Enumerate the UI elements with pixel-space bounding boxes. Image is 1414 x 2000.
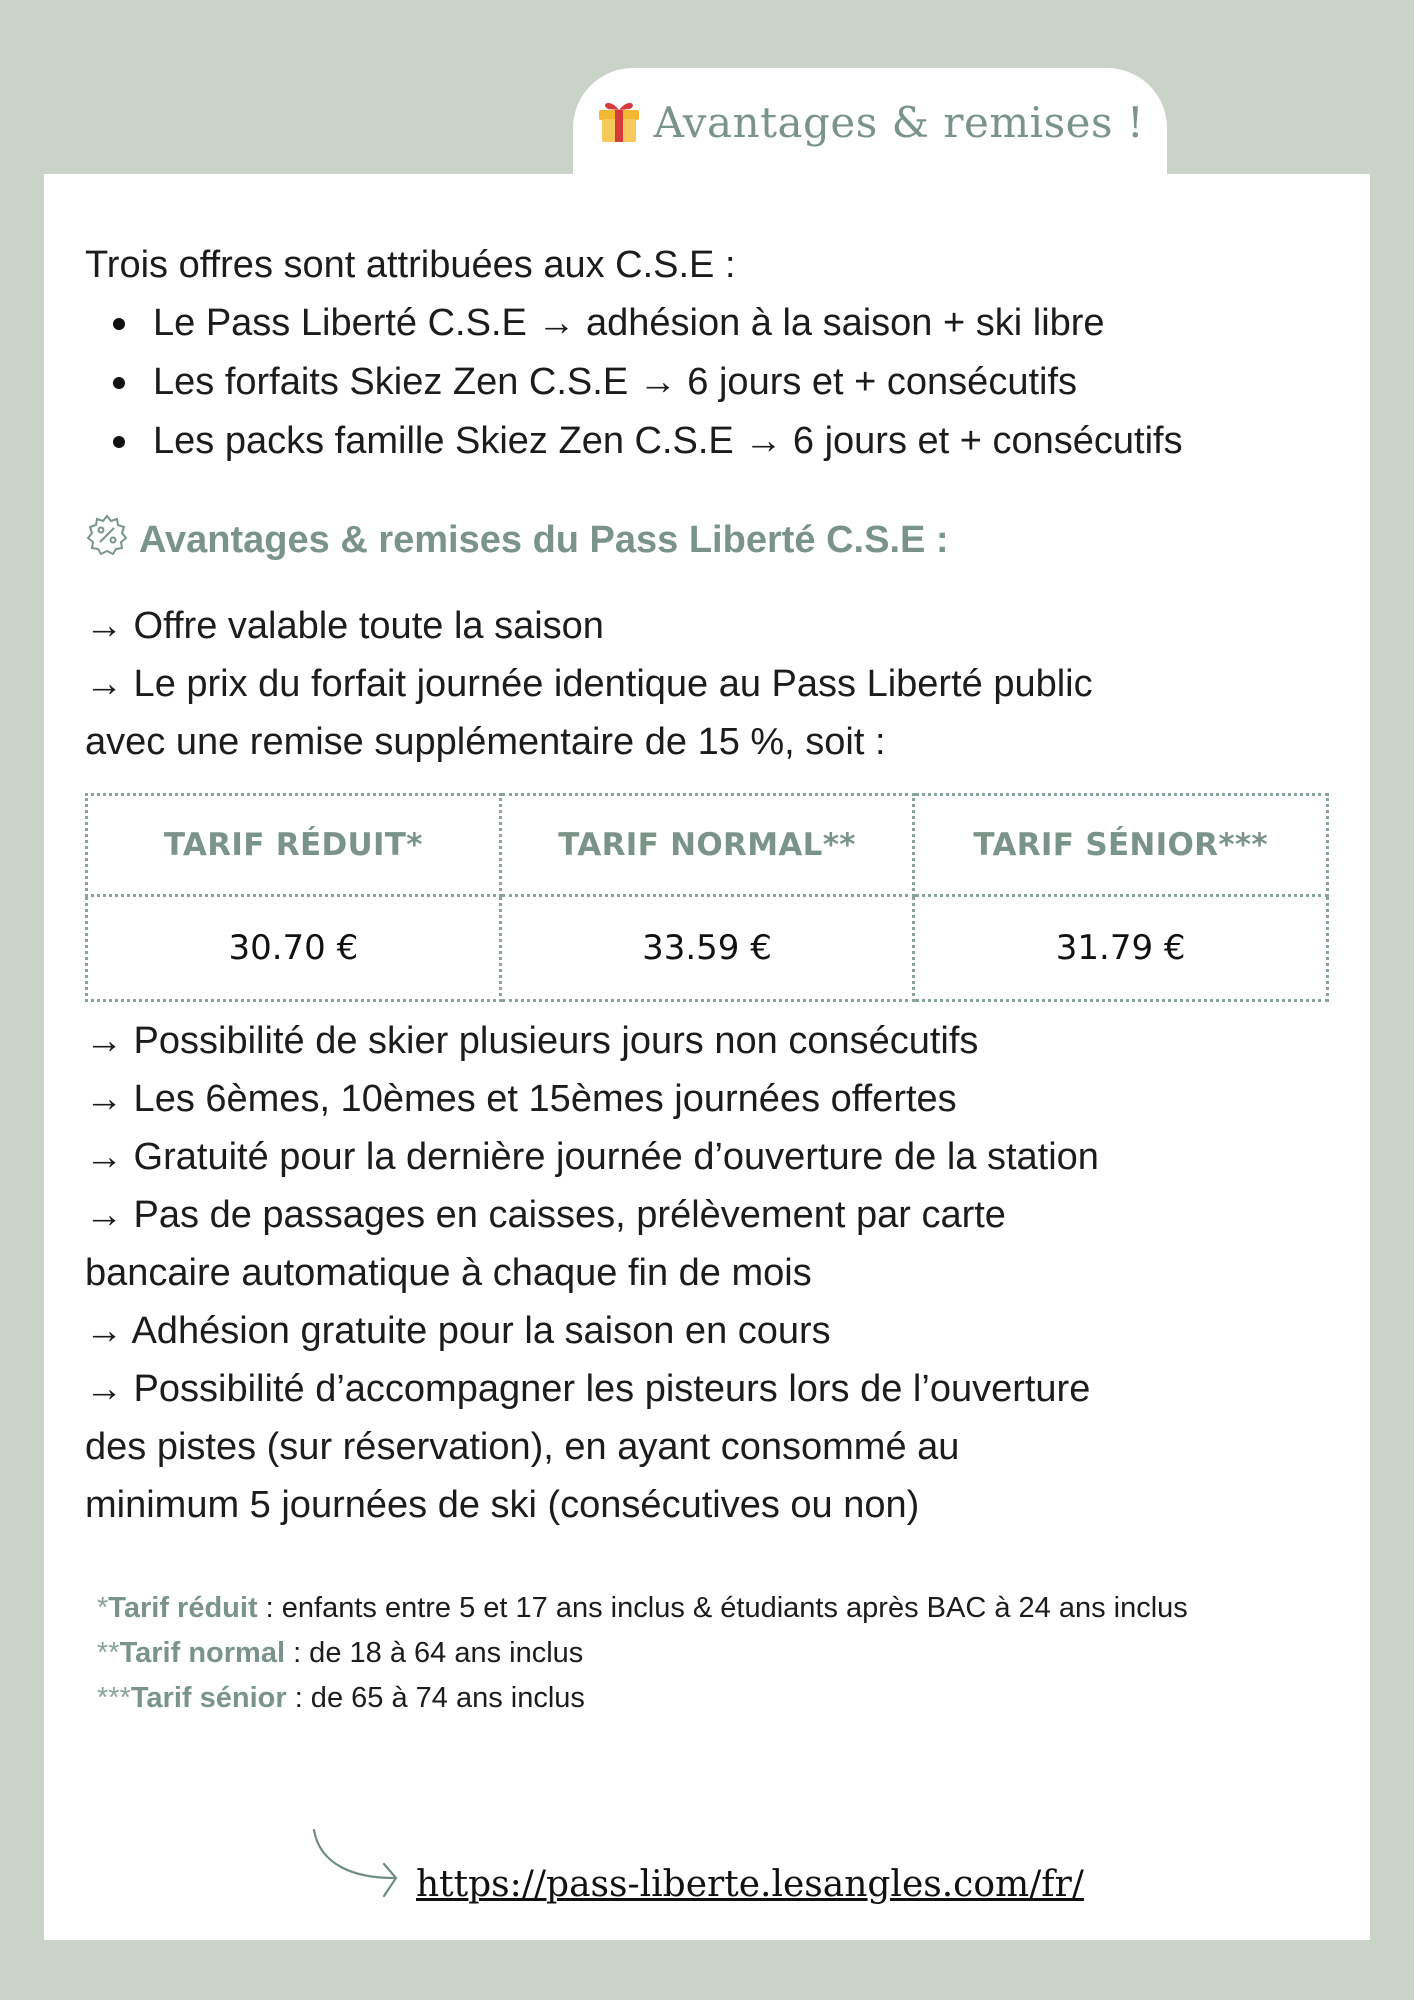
benefit-line: → Le prix du forfait journée identique au Pass Liberté public [85,663,1093,705]
bullet-icon [113,318,125,330]
content-card [44,174,1370,1940]
benefit-line: minimum 5 journées de ski (consécutives ou non) [85,1484,920,1526]
benefit-line: → Gratuité pour la dernière journée d’ouverture de la station [85,1136,1099,1178]
benefit-line: bancaire automatique à chaque fin de mois [85,1252,812,1294]
benefit-line: → Possibilité de skier plusieurs jours non consécutifs [85,1020,979,1062]
footnote-normal: **Tarif normal : de 18 à 64 ans inclus [97,1637,584,1669]
benefit-line: des pistes (sur réservation), en ayant consommé au [85,1426,960,1468]
benefit-line: → Les 6èmes, 10èmes et 15èmes journées offertes [85,1078,957,1120]
list-item: Les packs famille Skiez Zen C.S.E → 6 jours et + consécutifs [113,412,1329,471]
curved-arrow-icon [306,1826,402,1905]
bullet-icon [113,436,125,448]
page-title: Avantages & remises ! [653,98,1145,147]
link-row [306,1826,1084,1905]
footnote-reduit: *Tarif réduit : enfants entre 5 et 17 ans inclus & étudiants après BAC à 24 ans inclus [97,1592,1188,1624]
header-tarif-senior: TARIF SÉNIOR*** [914,795,1328,896]
bullet-icon [113,377,125,389]
section-title: Avantages & remises du Pass Liberté C.S.E : [139,518,949,561]
list-item: Le Pass Liberté C.S.E → adhésion à la saison + ski libre [113,294,1329,353]
gift-icon [596,96,642,149]
footnotes [85,1586,1329,1721]
benefit-line: → Adhésion gratuite pour la saison en cours [85,1310,831,1352]
benefit-line: → Possibilité d’accompagner les pisteurs lors de l’ouverture [85,1368,1091,1410]
table-header-row [87,795,1328,896]
price-normal: 33.59 € [500,896,914,1001]
benefit-line: → Pas de passages en caisses, prélèvement par carte [85,1194,1006,1236]
price-table [85,793,1329,1002]
list-item: Les forfaits Skiez Zen C.S.E → 6 jours et + consécutifs [113,353,1329,412]
offers-list [85,294,1329,471]
section-heading [85,513,1329,567]
benefit-line: avec une remise supplémentaire de 15 %, soit : [85,721,886,763]
header-tarif-normal: TARIF NORMAL** [500,795,914,896]
header-tarif-reduit: TARIF RÉDUIT* [87,795,501,896]
price-reduit: 30.70 € [87,896,501,1001]
header-tab [573,68,1167,188]
footnote-senior: ***Tarif sénior : de 65 à 74 ans inclus [97,1682,585,1714]
benefit-line: → Offre valable toute la saison [85,605,604,647]
table-row [87,896,1328,1001]
intro-text: Trois offres sont attribuées aux C.S.E : [85,244,736,286]
price-senior: 31.79 € [914,896,1328,1001]
pass-liberte-link[interactable]: https://pass-liberte.lesangles.com/fr/ [416,1864,1084,1905]
discount-badge-icon [85,513,129,567]
